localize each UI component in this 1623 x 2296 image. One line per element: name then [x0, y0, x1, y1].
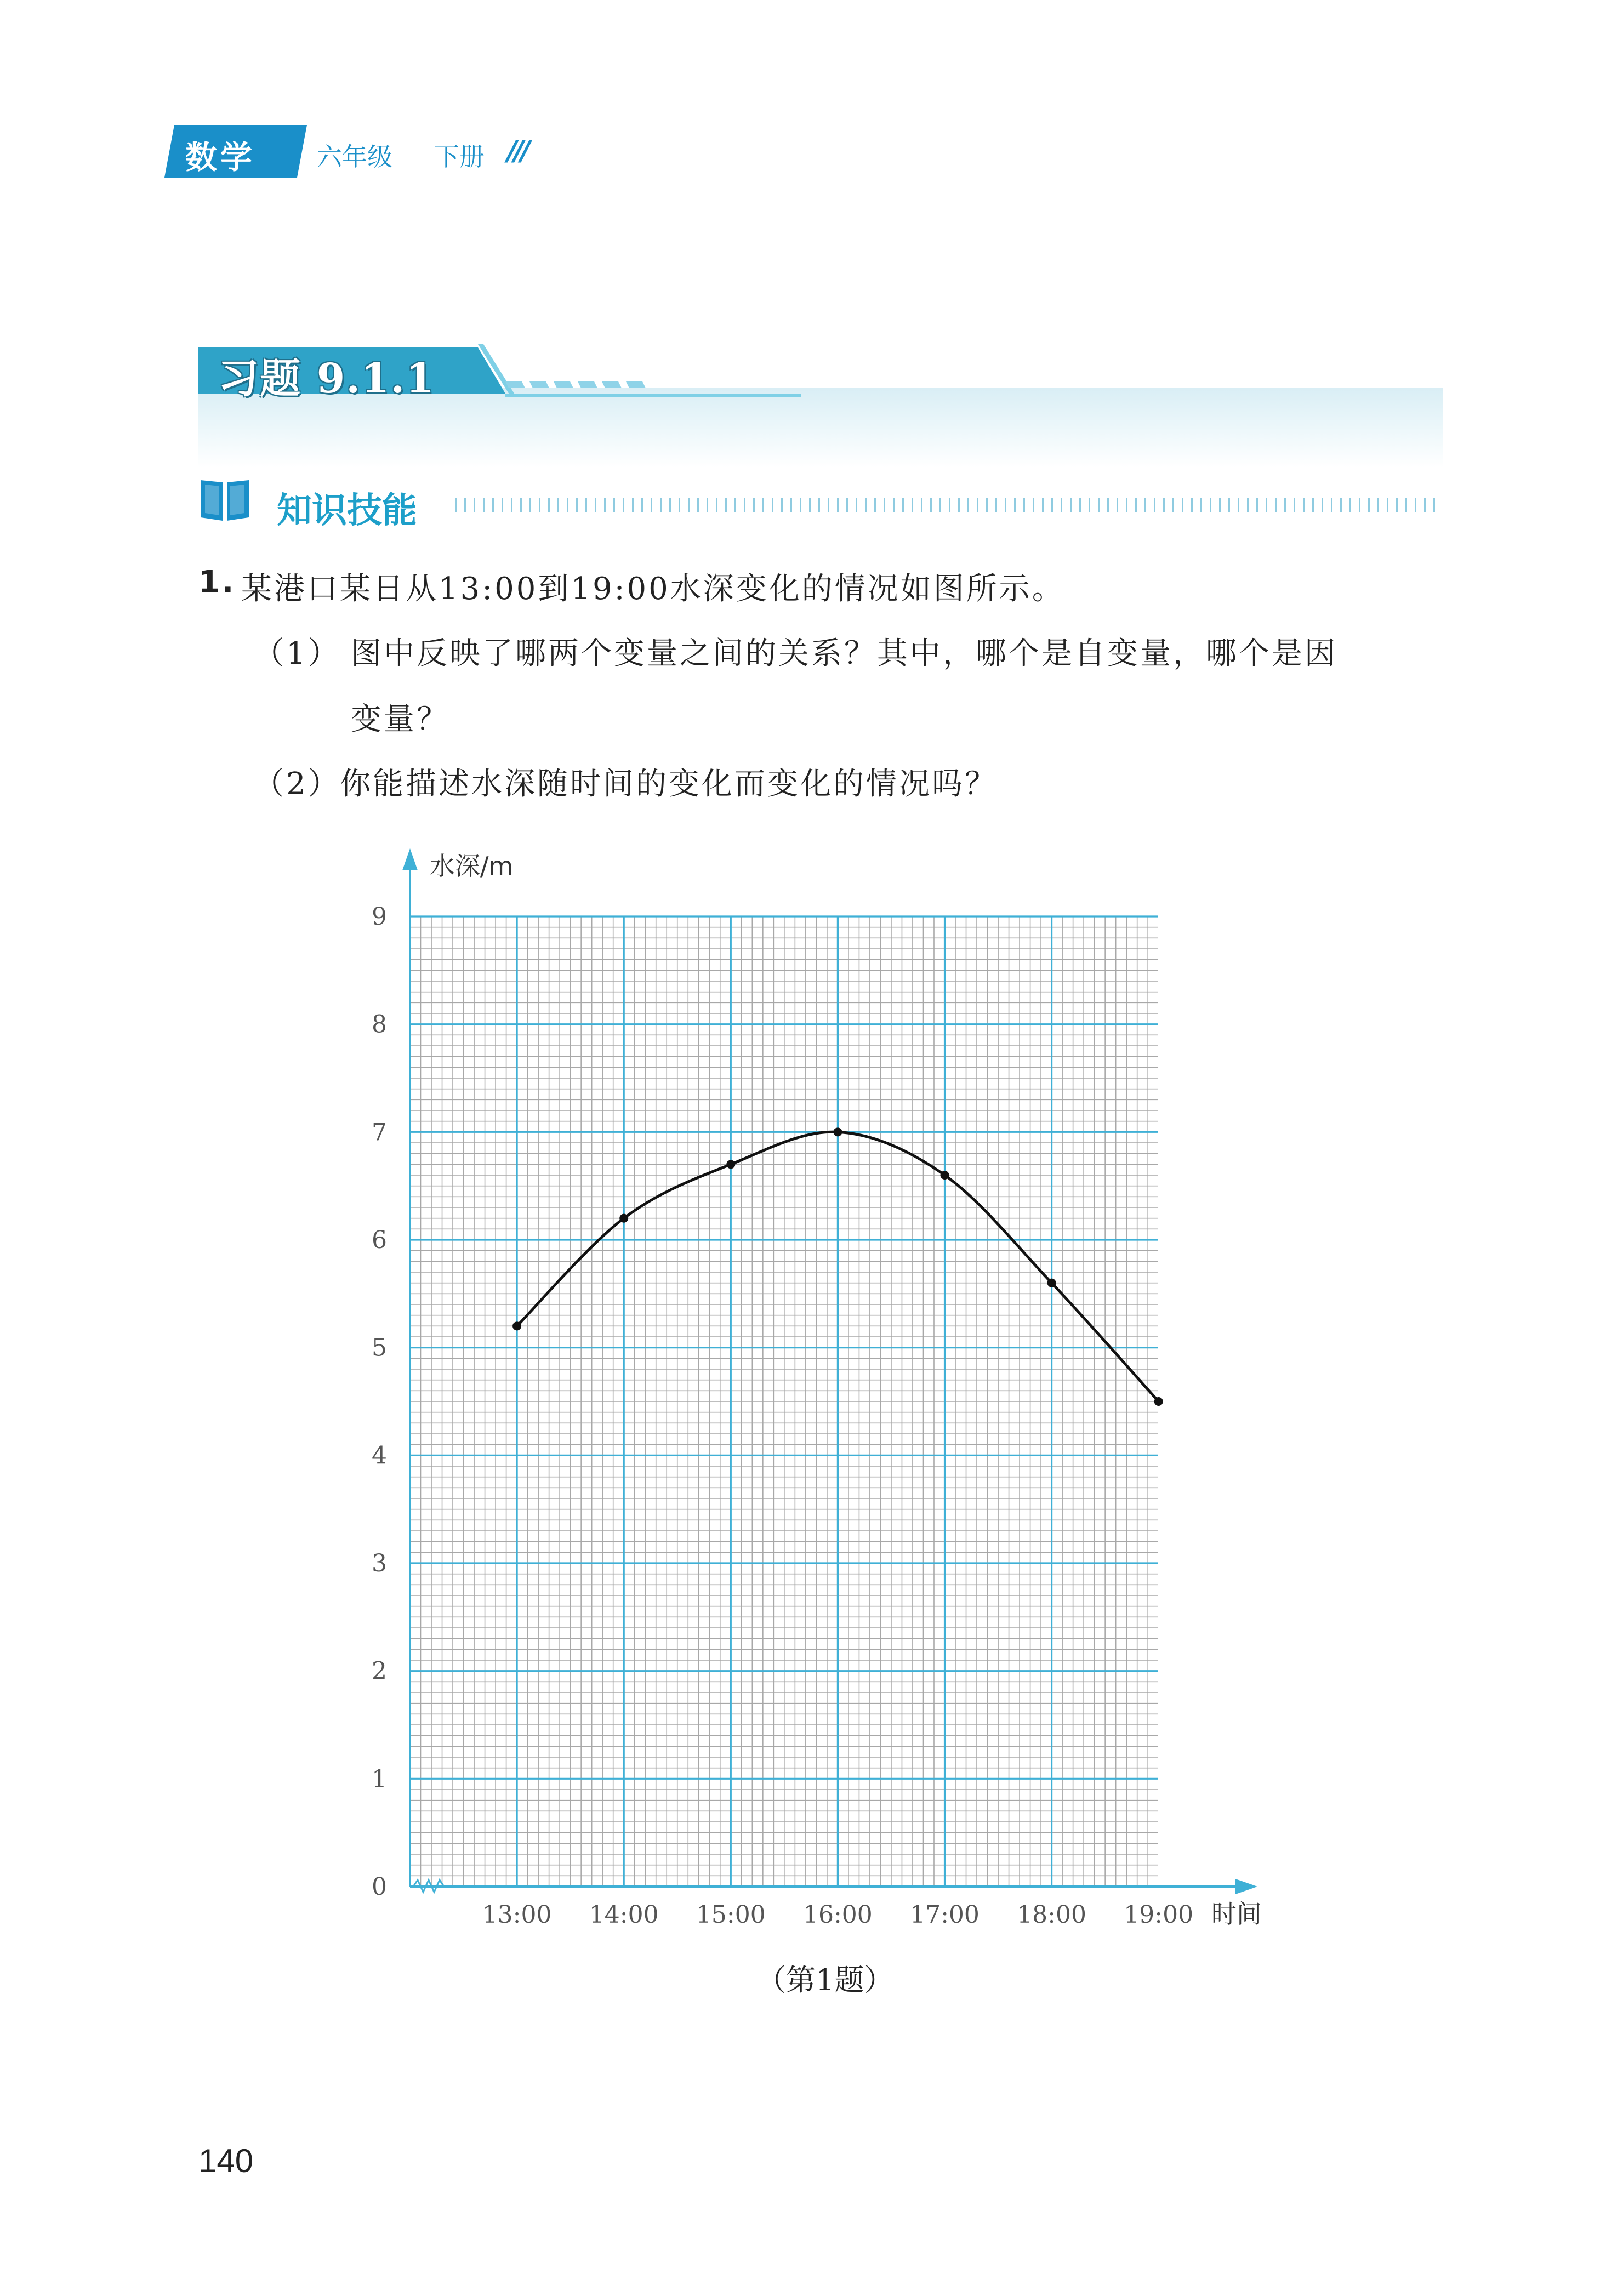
- problem-number: 1.: [198, 565, 236, 600]
- data-point: [726, 1160, 735, 1169]
- y-axis-label: 水深/m: [430, 851, 514, 881]
- y-tick-label: 0: [372, 1873, 387, 1901]
- chart-minor-grid: [410, 916, 1158, 1887]
- question-2-label: （2）: [253, 766, 341, 802]
- question-1-text: 图中反映了哪两个变量之间的关系？其中，哪个是自变量，哪个是因: [351, 636, 1337, 671]
- y-tick-label: 5: [372, 1334, 387, 1362]
- data-point: [833, 1127, 842, 1136]
- exercise-title: 习题 9.1.1: [218, 355, 435, 402]
- chart-caption: （第1题）: [756, 1963, 894, 1997]
- y-tick-label: 4: [372, 1442, 387, 1470]
- header-grade: 六年级: [317, 142, 392, 172]
- y-tick-label: 6: [372, 1226, 387, 1254]
- section-title: 知识技能: [277, 491, 417, 531]
- y-tick-label: 9: [372, 903, 387, 931]
- x-tick-label: 15:00: [696, 1901, 766, 1929]
- data-point: [619, 1214, 628, 1223]
- question-1-label: （1）: [253, 636, 341, 671]
- y-tick-label: 3: [372, 1549, 387, 1577]
- question-1-continuation: 变量？: [351, 702, 449, 737]
- data-point: [941, 1171, 949, 1180]
- y-tick-label: 7: [372, 1118, 387, 1147]
- x-axis-arrow: [1235, 1879, 1257, 1894]
- data-point: [512, 1321, 521, 1330]
- y-tick-label: 1: [372, 1765, 387, 1793]
- x-axis-label: 时间: [1211, 1899, 1262, 1929]
- y-tick-label: 2: [372, 1657, 387, 1685]
- y-axis-arrow: [402, 848, 418, 870]
- y-tick-label: 8: [372, 1010, 387, 1039]
- x-tick-label: 16:00: [802, 1901, 873, 1929]
- x-tick-label: 13:00: [482, 1901, 552, 1929]
- data-point: [1047, 1279, 1056, 1287]
- x-tick-label: 14:00: [589, 1901, 659, 1929]
- header-decoration: ///: [507, 135, 527, 167]
- page-number: 140: [198, 2143, 254, 2179]
- x-tick-label: 19:00: [1124, 1901, 1194, 1929]
- header-subject: 数学: [185, 139, 256, 176]
- x-tick-label: 17:00: [910, 1901, 980, 1929]
- problem-stem: 某港口某日从13:00到19:00水深变化的情况如图所示。: [241, 571, 1065, 607]
- x-tick-label: 18:00: [1017, 1901, 1087, 1929]
- header-volume: 下册: [434, 142, 485, 172]
- data-point: [1154, 1397, 1163, 1406]
- question-2-text: 你能描述水深随时间的变化而变化的情况吗？: [340, 766, 998, 802]
- chart-axes: [402, 848, 1257, 1894]
